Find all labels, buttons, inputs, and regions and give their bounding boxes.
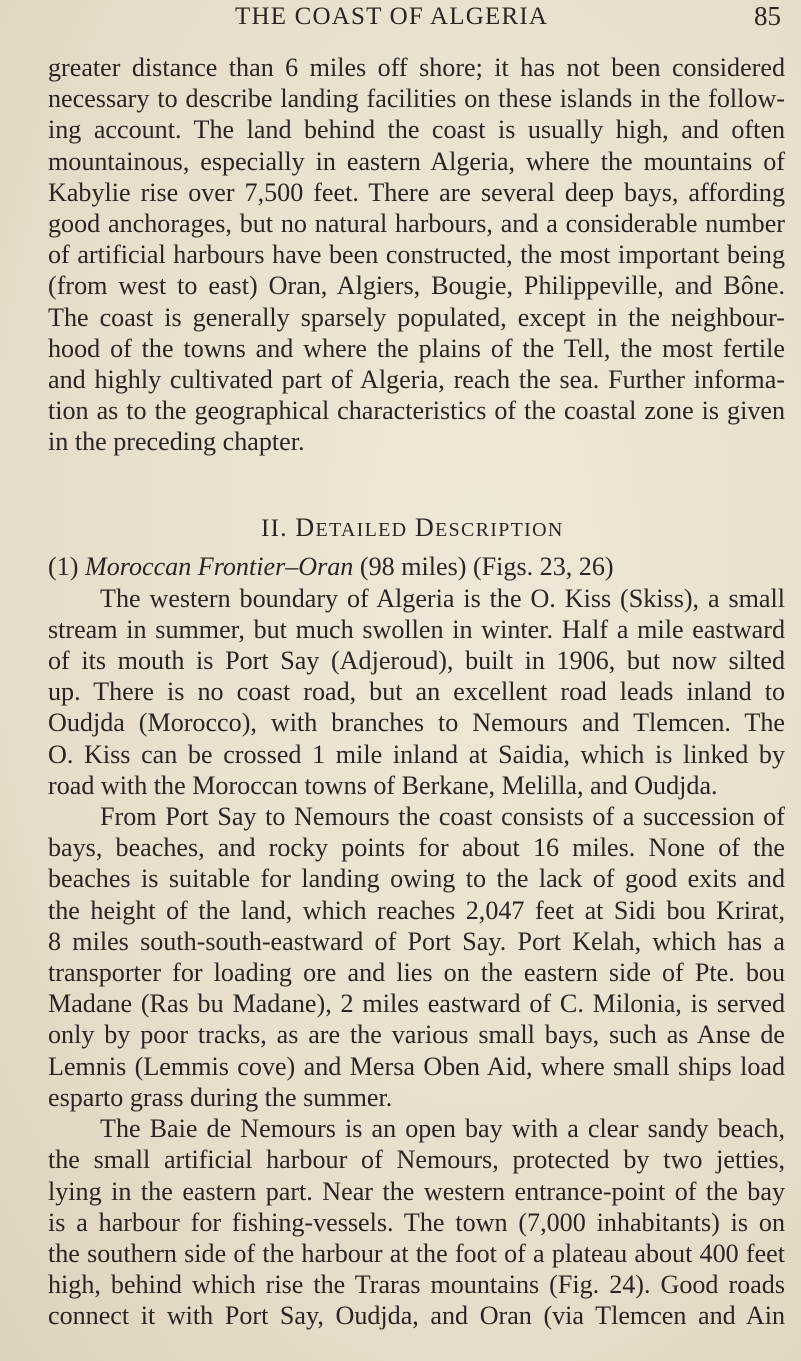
text-line: stream in summer, but much swollen in winter. Half a mile eastward [48, 614, 785, 644]
text-line: is a harbour for fishing-vessels. The town (7,000 inhabitants) is on [48, 1207, 785, 1237]
text-line: necessary to describe landing facilities on these islands in the follow- [48, 84, 785, 114]
text-line: ing account. The land behind the coast is usually high, and often [48, 115, 785, 145]
subsection-details: (98 miles) (Figs. 23, 26) [359, 551, 614, 581]
text-line: road with the Moroccan towns of Berkane, Melilla, and Oudjda. [48, 770, 718, 800]
text-line: bays, beaches, and rocky points for about 16 miles. None of the [48, 833, 785, 863]
text-line: of artificial harbours have been constructed, the most important being [48, 240, 785, 270]
text-line: connect it with Port Say, Oudjda, and Oran (via Tlemcen and Ain [48, 1301, 785, 1331]
text-line: in the preceding chapter. [48, 427, 305, 457]
text-line: esparto grass during the summer. [48, 1082, 393, 1112]
text-line: only by poor tracks, as are the various small bays, such as Anse de [48, 1020, 785, 1050]
intro-paragraph [48, 52, 785, 458]
text-line: O. Kiss can be crossed 1 mile inland at Saidia, which is linked by [48, 739, 785, 769]
section-heading: II. DETAILED DESCRIPTION [261, 512, 564, 542]
page-number: 85 [754, 1, 781, 31]
text-line: Kabylie rise over 7,500 feet. There are several deep bays, affording [48, 177, 785, 207]
text-line: greater distance than 6 miles off shore; it has not been considered [48, 53, 785, 82]
text-line: Oudjda (Morocco), with branches to Nemours and Tlemcen. The [48, 708, 785, 738]
text-line: of its mouth is Port Say (Adjeroud), built in 1906, but now silted [48, 646, 785, 676]
text-line: (from west to east) Oran, Algiers, Bougie, Philippeville, and Bône. [48, 271, 785, 301]
text-line: 8 miles south-south-eastward of Port Say. Port Kelah, which has a [48, 926, 785, 956]
text-line: up. There is no coast road, but an excellent road leads inland to [48, 677, 785, 707]
text-line: From Port Say to Nemours the coast consists of a succession of [100, 802, 785, 832]
section-numeral: II. [261, 514, 288, 542]
text-line: lying in the eastern part. Near the western entrance-point of the bay [48, 1176, 785, 1206]
text-line: tion as to the geographical characteristics of the coastal zone is given [48, 396, 785, 426]
subsection-number: (1) [48, 551, 79, 581]
text-line: Lemnis (Lemmis cove) and Mersa Oben Aid, where small ships load [48, 1051, 785, 1081]
text-line: mountainous, especially in eastern Algeria, where the mountains of [48, 146, 785, 176]
text-line: The western boundary of Algeria is the O. Kiss (Skiss), a small [100, 583, 785, 613]
running-head [48, 0, 785, 52]
text-line: The coast is generally sparsely populated, except in the neighbour- [48, 302, 785, 332]
text-line: hood of the towns and where the plains of the Tell, the most fertile [48, 333, 785, 363]
text-line: the southern side of the harbour at the foot of a plateau about 400 feet [48, 1238, 785, 1268]
paragraph-frontier [48, 583, 785, 801]
text-line: and highly cultivated part of Algeria, reach the sea. Further informa- [48, 365, 785, 395]
subsection-title: Moroccan Frontier–Oran [84, 551, 354, 581]
text-line: high, behind which rise the Traras mountains (Fig. 24). Good roads [48, 1270, 785, 1300]
text-line: The Baie de Nemours is an open bay with a clear sandy beach, [100, 1114, 785, 1144]
book-page [48, 0, 785, 1332]
text-line: the height of the land, which reaches 2,047 feet at Sidi bou Krirat, [48, 895, 785, 925]
paragraph-nemours [48, 1113, 785, 1331]
text-line: the small artificial harbour of Nemours, protected by two jetties, [48, 1145, 785, 1175]
text-line: good anchorages, but no natural harbours, and a considerable number [48, 209, 785, 239]
text-line: beaches is suitable for landing owing to the lack of good exits and [48, 864, 785, 894]
running-title: THE COAST OF ALGERIA [235, 3, 549, 30]
paragraph-port-say [48, 801, 785, 1113]
text-line: transporter for loading ore and lies on the eastern side of Pte. bou [48, 958, 785, 988]
text-line: Madane (Ras bu Madane), 2 miles eastward of C. Milonia, is served [48, 989, 785, 1019]
subsection-heading [48, 550, 785, 583]
